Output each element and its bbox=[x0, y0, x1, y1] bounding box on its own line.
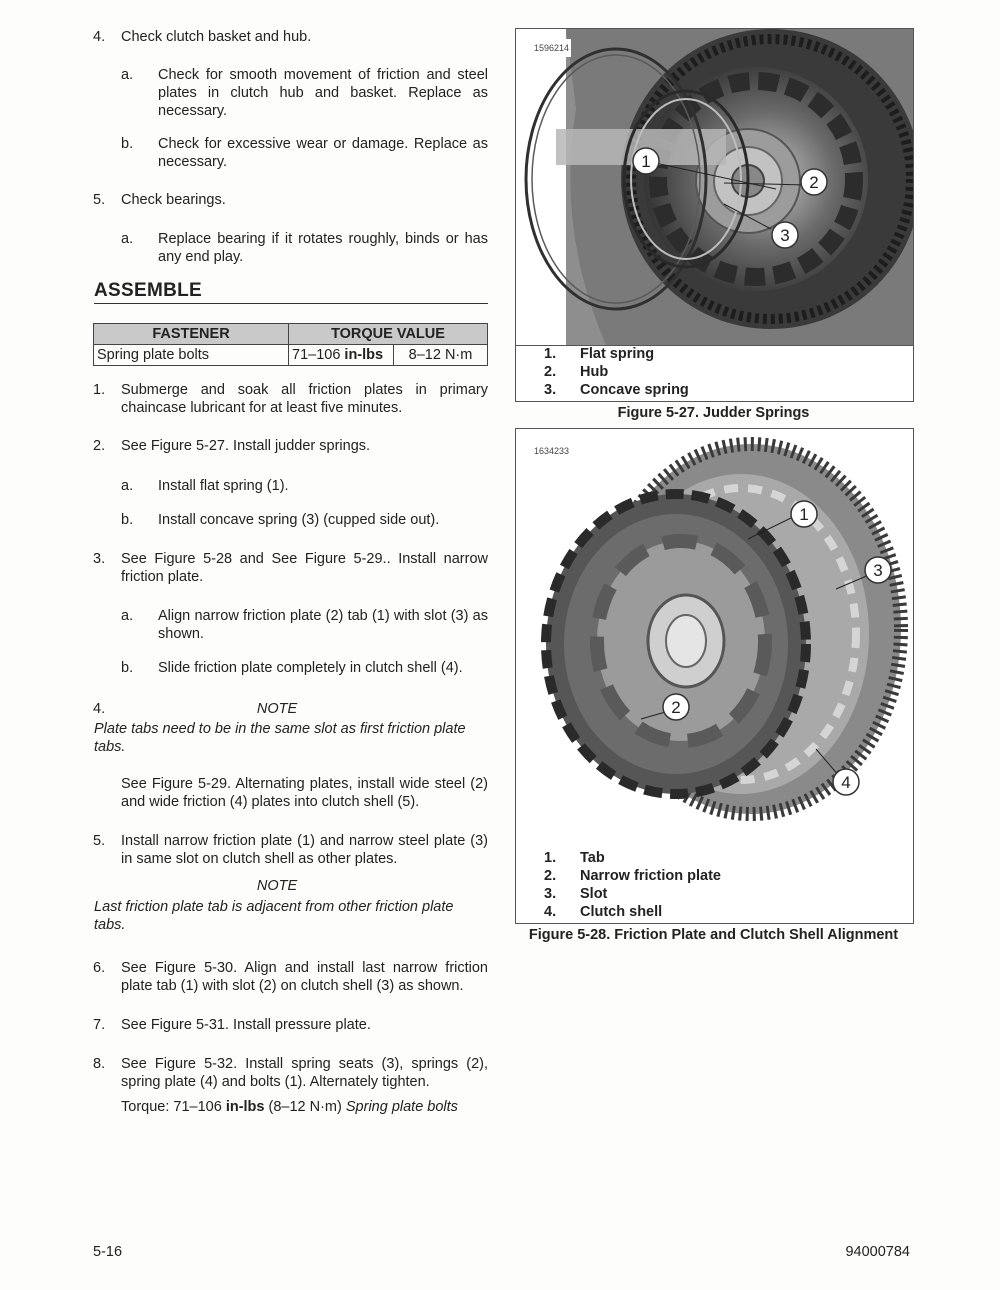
step-text: Install narrow friction plate (1) and narrow steel plate (3) in same slot on clutch shell as other plates. bbox=[121, 833, 488, 867]
step-text: Submerge and soak all friction plates in primary chaincase lubricant for at least five minutes. bbox=[121, 382, 488, 416]
torque-metric: (8–12 N·m) bbox=[264, 1099, 346, 1115]
figure-caption: Figure 5-28. Friction Plate and Clutch Shell Alignment bbox=[528, 927, 899, 943]
legend-label: Flat spring bbox=[580, 346, 655, 362]
page-number: 5-16 bbox=[93, 1244, 123, 1260]
note-text: Plate tabs need to be in the same slot as first friction plate tabs. bbox=[94, 721, 466, 755]
callout-1: 1 bbox=[641, 152, 651, 171]
callout-2: 2 bbox=[809, 173, 819, 192]
note-heading: NOTE bbox=[256, 701, 298, 717]
legend-number: 4. bbox=[544, 904, 557, 920]
table-cell-fastener: Spring plate bolts bbox=[94, 345, 289, 366]
fastener-torque-table bbox=[93, 323, 488, 366]
substep-text: Install flat spring (1). bbox=[158, 478, 289, 494]
substep-text: Replace bearing if it rotates roughly, binds or has any end play. bbox=[158, 231, 488, 265]
legend-number: 2. bbox=[544, 868, 557, 884]
step-text: See Figure 5-31. Install pressure plate. bbox=[121, 1017, 371, 1033]
legend-label: Narrow friction plate bbox=[580, 868, 721, 884]
step-number: 8. bbox=[93, 1056, 106, 1072]
section-title: ASSEMBLE bbox=[94, 280, 488, 304]
substep-text: Slide friction plate completely in clutch shell (4). bbox=[158, 660, 463, 676]
substep-letter: b. bbox=[121, 660, 134, 676]
document-number: 94000784 bbox=[845, 1244, 910, 1260]
substep-text: Install concave spring (3) (cupped side out). bbox=[158, 512, 440, 528]
legend-number: 1. bbox=[544, 850, 557, 866]
legend-number: 3. bbox=[544, 886, 557, 902]
step-number: 5. bbox=[93, 192, 106, 208]
step-number: 5. bbox=[93, 833, 106, 849]
legend-label: Tab bbox=[580, 850, 605, 866]
callout-3: 3 bbox=[873, 561, 883, 580]
legend-label: Concave spring bbox=[580, 382, 689, 398]
figure-caption: Figure 5-27. Judder Springs bbox=[617, 405, 810, 421]
torque-value: 71–106 bbox=[292, 347, 345, 363]
substep-letter: a. bbox=[121, 67, 134, 83]
substep-letter: b. bbox=[121, 512, 134, 528]
substep-letter: a. bbox=[121, 478, 134, 494]
substep-letter: b. bbox=[121, 136, 134, 152]
callout-4: 4 bbox=[841, 773, 851, 792]
torque-item: Spring plate bolts bbox=[345, 1099, 458, 1115]
step-text: See Figure 5-30. Align and install last narrow friction plate tab (1) with slot (2) on clutch shell (3) as shown. bbox=[121, 960, 488, 994]
step-text: See Figure 5-28 and See Figure 5-29.. Install narrow friction plate. bbox=[121, 551, 488, 585]
callout-1: 1 bbox=[799, 505, 809, 524]
step-number: 7. bbox=[93, 1017, 106, 1033]
torque-unit: in-lbs bbox=[225, 1099, 265, 1115]
legend-divider bbox=[516, 345, 913, 346]
figure-5-28-frame bbox=[515, 428, 914, 924]
table-header-torque: TORQUE VALUE bbox=[289, 324, 488, 345]
step-number: 6. bbox=[93, 960, 106, 976]
step-text: Check clutch basket and hub. bbox=[121, 29, 312, 45]
table-header-fastener: FASTENER bbox=[94, 324, 289, 345]
note-text: Last friction plate tab is adjacent from other friction plate tabs. bbox=[94, 899, 454, 933]
substep-letter: a. bbox=[121, 608, 134, 624]
table-cell-torque-nm: 8–12 N·m bbox=[394, 345, 488, 366]
legend-label: Clutch shell bbox=[580, 904, 663, 920]
step-number: 3. bbox=[93, 551, 106, 567]
step-number: 1. bbox=[93, 382, 106, 398]
step-text: Check bearings. bbox=[121, 192, 226, 208]
step-text: See Figure 5-32. Install spring seats (3), springs (2), spring plate (4) and bolts (1). Alternately tighten. bbox=[121, 1056, 488, 1090]
figure-id: 1596214 bbox=[532, 39, 571, 57]
torque-unit: in-lbs bbox=[344, 347, 384, 363]
step-number: 4. bbox=[93, 29, 106, 45]
legend-number: 2. bbox=[544, 364, 557, 380]
legend-label: Slot bbox=[580, 886, 608, 902]
substep-text: Check for smooth movement of friction and steel plates in clutch hub and basket. Replace as necessary. bbox=[158, 67, 488, 119]
figure-5-27-frame bbox=[515, 28, 914, 402]
torque-spec-line bbox=[121, 1098, 488, 1116]
torque-prefix: Torque: 71–106 bbox=[121, 1099, 226, 1115]
callout-2: 2 bbox=[671, 698, 681, 717]
callout-3: 3 bbox=[780, 226, 790, 245]
substep-text: Check for excessive wear or damage. Replace as necessary. bbox=[158, 136, 488, 170]
legend-number: 3. bbox=[544, 382, 557, 398]
substep-letter: a. bbox=[121, 231, 134, 247]
table-cell-torque-inlbs bbox=[289, 345, 394, 366]
figure-id: 1634233 bbox=[534, 446, 570, 456]
judder-springs-illustration bbox=[516, 29, 913, 345]
clutch-shell-alignment-illustration bbox=[516, 429, 913, 845]
step-text: See Figure 5-29. Alternating plates, install wide steel (2) and wide friction (4) plates into clutch shell (5). bbox=[121, 776, 488, 810]
legend-number: 1. bbox=[544, 346, 557, 362]
substep-text: Align narrow friction plate (2) tab (1) with slot (3) as shown. bbox=[158, 608, 488, 642]
step-number: 4. bbox=[93, 701, 106, 717]
step-number: 2. bbox=[93, 438, 106, 454]
step-text: See Figure 5-27. Install judder springs. bbox=[121, 438, 371, 454]
note-heading: NOTE bbox=[256, 878, 298, 894]
legend-label: Hub bbox=[580, 364, 609, 380]
